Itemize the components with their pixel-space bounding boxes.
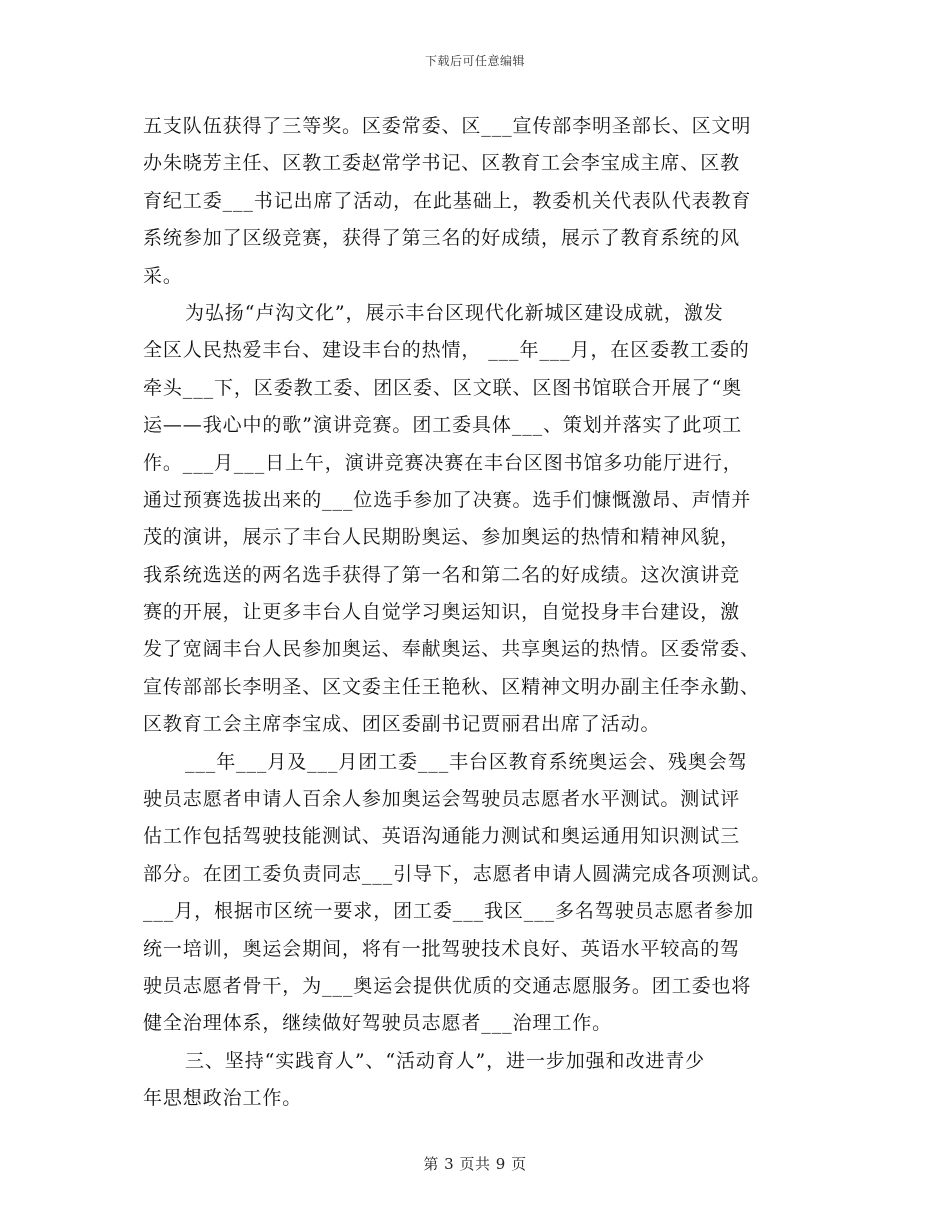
text-line: 办朱晓芳主任、区教工委赵常学书记、区教育工会李宝成主席、区教 bbox=[143, 152, 741, 175]
text-line: 三、坚持“实践育人”、“活动育人”，进一步加强和改进青少 bbox=[185, 1049, 706, 1072]
page-footer: 第 3 页共 9 页 bbox=[423, 1155, 527, 1173]
text-line: 宣传部部长李明圣、区文委主任王艳秋、区精神文明办副主任李永勤、 bbox=[143, 675, 760, 698]
text-line: 运——我心中的歌”演讲竞赛。团工委具体___、策划并落实了此项工 bbox=[143, 414, 743, 437]
text-line: 为弘扬“卢沟文化”，展示丰台区现代化新城区建设成就，激发 bbox=[185, 301, 724, 324]
text-line: 驶员志愿者骨干，为___奥运会提供优质的交通志愿服务。团工委也将 bbox=[143, 974, 752, 997]
text-line: 育纪工委___书记出席了活动，在此基础上，教委机关代表队代表教育 bbox=[143, 189, 752, 212]
text-line: 全区人民热爱丰台、建设丰台的热情， ___年___月，在区委教工委的 bbox=[143, 339, 750, 362]
text-line: 五支队伍获得了三等奖。区委常委、区___宣传部李明圣部长、区文明 bbox=[143, 115, 752, 137]
text-line: 茂的演讲，展示了丰台人民期盼奥运、参加奥运的热情和精神风貌， bbox=[143, 526, 741, 549]
text-line: 作。___月___日上午，演讲竞赛决赛在丰台区图书馆多功能厅进行， bbox=[143, 451, 743, 474]
text-line: 发了宽阔丰台人民参加奥运、奉献奥运、共享奥运的热情。区委常委、 bbox=[143, 638, 760, 661]
text-line: ___月，根据市区统一要求，团工委___我区___多名驾驶员志愿者参加 bbox=[143, 900, 755, 923]
text-line: 统一培训，奥运会期间，将有一批驾驶技术良好、英语水平较高的驾 bbox=[143, 937, 741, 960]
text-line: 采。 bbox=[143, 264, 183, 287]
text-line: 年思想政治工作。 bbox=[143, 1087, 303, 1110]
document-body bbox=[143, 108, 823, 1118]
text-line: 区教育工会主席李宝成、团区委副书记贾丽君出席了活动。 bbox=[143, 713, 661, 736]
text-line: 通过预赛选拔出来的___位选手参加了决赛。选手们慷慨激昂、声情并 bbox=[143, 488, 752, 511]
text-line: 驶员志愿者申请人百余人参加奥运会驾驶员志愿者水平测试。测试评 bbox=[143, 788, 741, 811]
text-line: 牵头___下，区委教工委、团区委、区文联、区图书馆联合开展了“奥 bbox=[143, 376, 743, 399]
text-line: 我系统选送的两名选手获得了第一名和第二名的好成绩。这次演讲竞 bbox=[143, 563, 741, 586]
text-line: 估工作包括驾驶技能测试、英语沟通能力测试和奥运通用知识测试三 bbox=[143, 825, 741, 848]
text-line: 系统参加了区级竞赛，获得了第三名的好成绩，展示了教育系统的风 bbox=[143, 227, 741, 250]
text-line: 赛的开展，让更多丰台人自觉学习奥运知识，自觉投身丰台建设，激 bbox=[143, 601, 741, 624]
text-line: ___年___月及___月团工委___丰台区教育系统奥运会、残奥会驾 bbox=[185, 750, 748, 773]
text-line: 部分。在团工委负责同志___引导下，志愿者申请人圆满完成各项测试。 bbox=[143, 862, 772, 885]
text-line: 健全治理体系，继续做好驾驶员志愿者___治理工作。 bbox=[143, 1012, 613, 1035]
page-header: 下载后可任意编辑 bbox=[424, 54, 525, 68]
